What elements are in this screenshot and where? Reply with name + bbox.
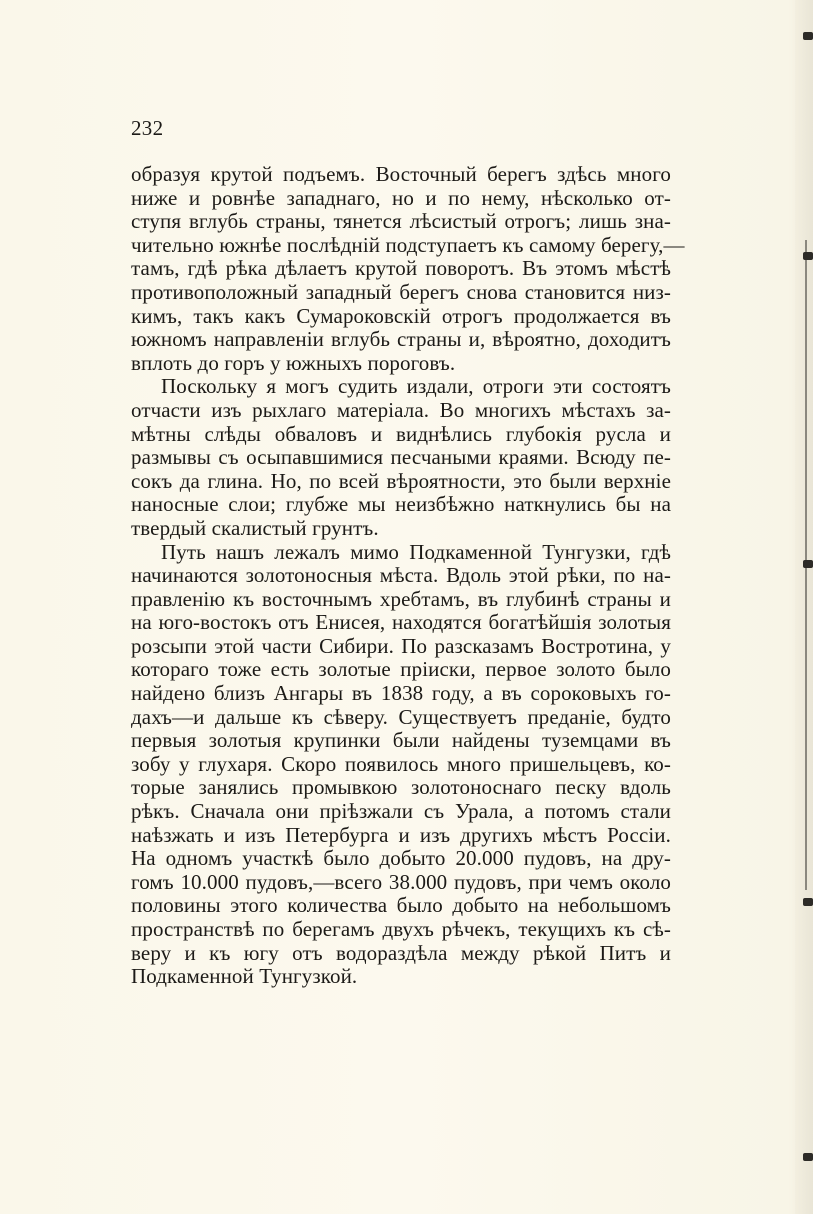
text-line: наѣзжать и изъ Петербурга и изъ другихъ мѣстъ Россiи. [131,822,671,847]
edge-mark [803,560,813,568]
text-line: Путь нашъ лежалъ мимо Подкаменной Тунгузки, гдѣ [161,539,671,564]
edge-mark [803,1153,813,1161]
body-text [131,162,685,989]
text-line: На одномъ участкѣ было добыто 20.000 пудовъ, на дру- [131,846,671,871]
text-line: торые занялись промывкою золотоноснаго песку вдоль [131,775,671,800]
text-line: пространствѣ по берегамъ двухъ рѣчекъ, текущихъ къ сѣ- [131,917,671,941]
text-line: южномъ направленiи вглубь страны и, вѣроятно, доходитъ [131,327,671,352]
paragraph [131,162,685,375]
text-line: ниже и ровнѣе западнаго, но и по нему, нѣсколько от- [131,185,671,210]
text-line: Поскольку я могъ судить издали, отроги эти состоятъ [161,374,671,399]
text-line: розсыпи этой части Сибири. По разсказамъ Востротина, у [131,633,671,658]
paragraph [131,375,671,540]
text-line: котораго тоже есть золотые прiиски, первое золото было [131,657,671,682]
text-line: рѣкъ. Сначала они прiѣзжали съ Урала, а потомъ стали [131,799,671,824]
text-line: сокъ да глина. Но, по всей вѣроятности, это были верхнiе [131,468,671,493]
edge-mark [803,252,813,260]
text-line: размывы съ осыпавшимися песчаными краями. Всюду пе- [131,445,671,470]
text-line: дахъ—и дальше къ сѣверу. Существуетъ преданiе, будто [131,704,671,729]
text-line: первыя золотыя крупинки были найдены туземцами въ [131,728,671,753]
text-line: Подкаменной Тунгузкой. [131,964,358,989]
text-line: наносные слои; глубже мы неизбѣжно наткнулись бы на [131,492,671,517]
text-line: зобу у глухаря. Скоро появилось много пришельцевъ, ко- [131,751,671,776]
text-line: образуя крутой подъемъ. Восточный берегъ здѣсь много [131,162,671,186]
text-line: веру и къ югу отъ водораздѣла между рѣкой Питъ и [131,940,671,965]
text-line: отчасти изъ рыхлаго матерiала. Во многихъ мѣстахъ за- [131,397,671,422]
text-line: правленiю къ восточнымъ хребтамъ, въ глубинѣ страны и [131,586,671,611]
text-line: найдено близъ Ангары въ 1838 году, а въ сороковыхъ го- [131,681,671,706]
text-line: мѣтны слѣды обваловъ и виднѣлись глубокiя русла и [131,421,671,446]
text-line: твердый скалистый грунтъ. [131,515,379,540]
text-line: чительно южнѣе послѣднiй подступаетъ къ самому берегу,— [131,232,685,257]
text-line: начинаются золотоносныя мѣста. Вдоль этой рѣки, по на- [131,563,671,588]
text-line: гомъ 10.000 пудовъ,—всего 38.000 пудовъ, при чемъ около [131,869,671,894]
edge-mark [803,32,813,40]
text-line: тамъ, гдѣ рѣка дѣлаетъ крутой поворотъ. Въ этомъ мѣстѣ [131,256,671,281]
text-line: на юго-востокъ отъ Енисея, находятся богатѣйшiя золотыя [131,610,671,635]
text-line: кимъ, такъ какъ Сумароковскiй отрогъ продолжается въ [131,303,671,328]
text-line: противоположный западный берегъ снова становится низ- [131,279,671,304]
text-line: ступя вглубь страны, тянется лѣсистый отрогъ; лишь зна- [131,209,671,234]
page-edge [795,0,813,1214]
page-number: 232 [131,116,164,140]
edge-mark [803,898,813,906]
paragraph [131,541,671,989]
text-line: половины этого количества было добыто на небольшомъ [131,893,671,918]
text-line: вплоть до горъ у южныхъ пороговъ. [131,350,456,375]
